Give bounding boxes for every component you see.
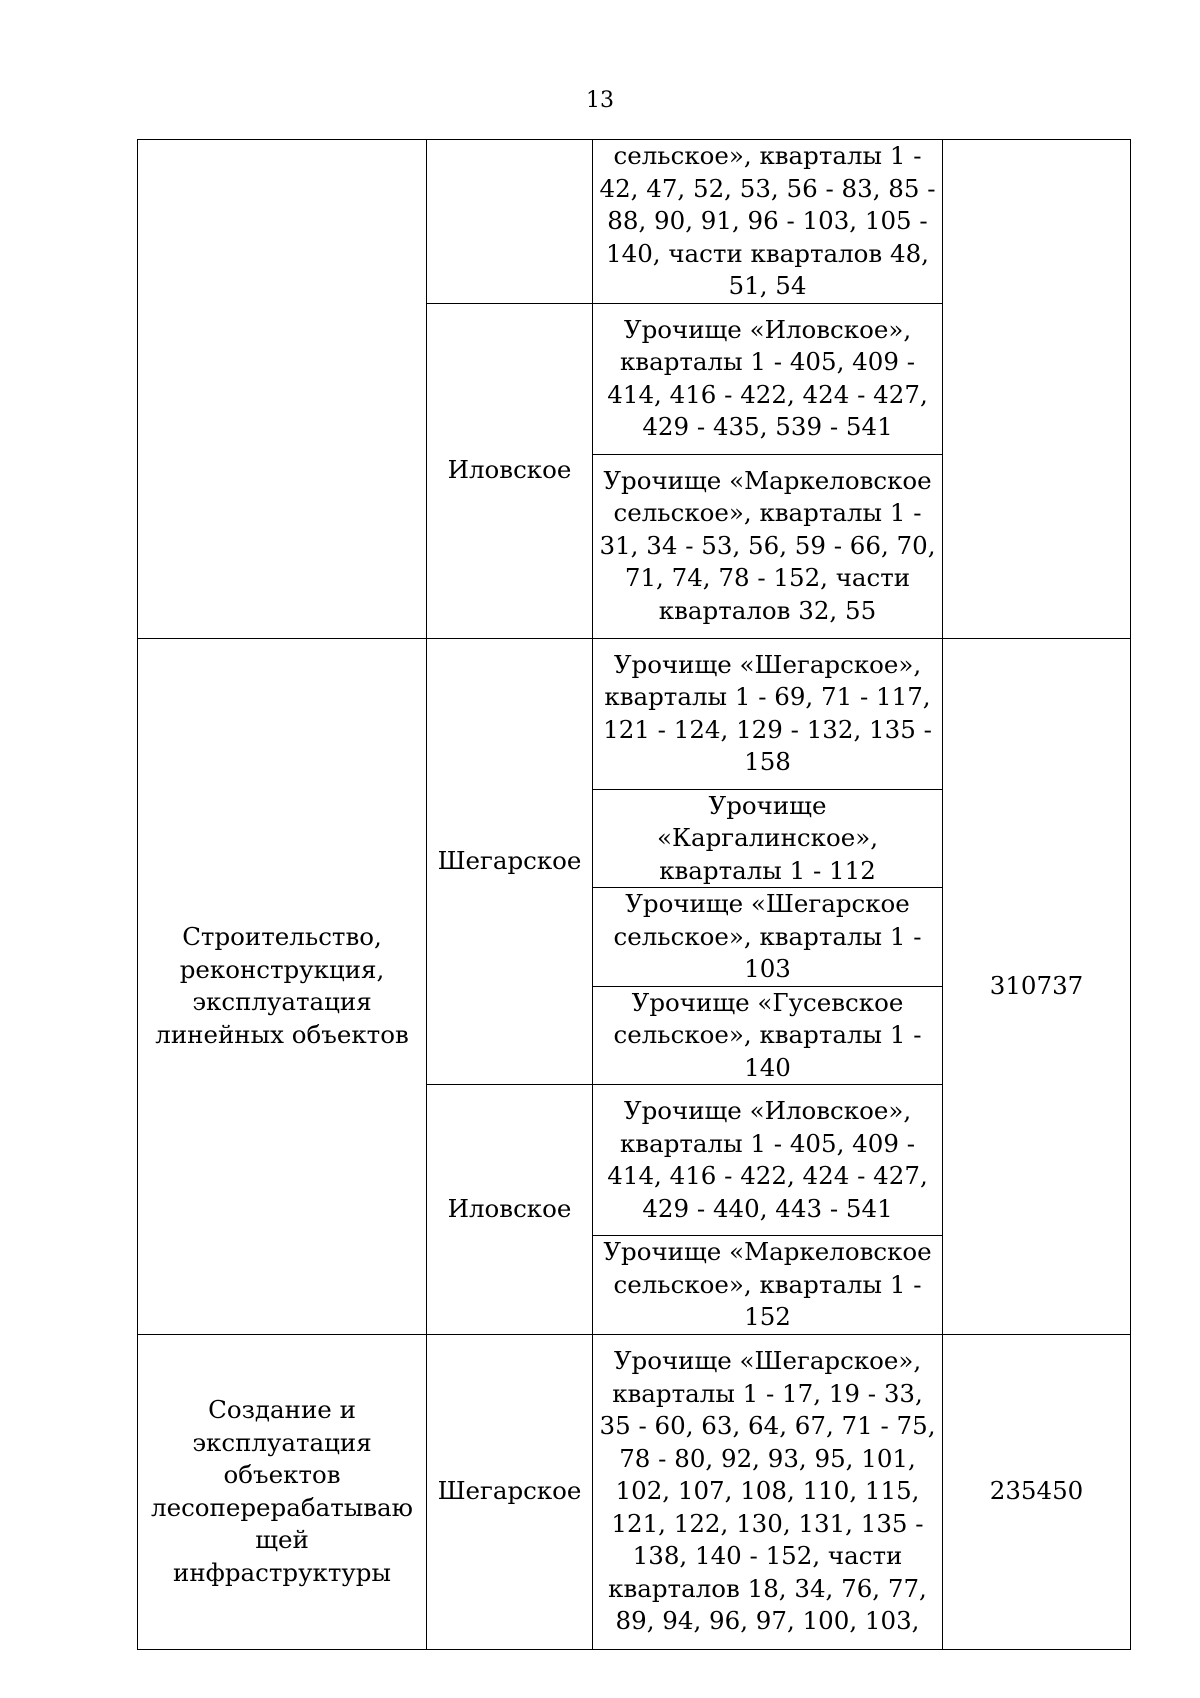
area-cell: 310737	[943, 638, 1131, 1334]
district-cell: Шегарское	[427, 1334, 593, 1649]
district-cell: Иловское	[427, 1085, 593, 1335]
forest-area-cell: Урочище «Иловское», кварталы 1 - 405, 409 - 414, 416 - 422, 424 - 427, 429 - 435, 539 - 541	[593, 303, 943, 454]
district-cell: Шегарское	[427, 638, 593, 1085]
forest-area-cell: Урочище «Шегарское», кварталы 1 - 17, 19 - 33, 35 - 60, 63, 64, 67, 71 - 75, 78 - 80, 92, 93, 95, 101, 102, 107, 108, 110, 115, 121, 122, 130, 131, 135 - 138, 140 - 152, части кварталов 18, 34, 76, 77, 89, 94, 96, 97, 100, 103,	[593, 1334, 943, 1649]
forest-area-cell: Урочище «Шегарское», кварталы 1 - 69, 71 - 117, 121 - 124, 129 - 132, 135 - 158	[593, 638, 943, 789]
page-number: 13	[586, 88, 614, 113]
forest-area-cell: Урочище «Гусевское сельское», кварталы 1 - 140	[593, 986, 943, 1085]
forest-area-cell: Урочище «Шегарское сельское», кварталы 1 - 103	[593, 888, 943, 987]
district-cell: Иловское	[427, 303, 593, 638]
area-cell: 235450	[943, 1334, 1131, 1649]
forest-area-cell: Урочище «Каргалинское», кварталы 1 - 112	[593, 789, 943, 888]
district-cell-continued	[427, 140, 593, 304]
activity-cell: Строительство, реконструкция, эксплуатация линейных объектов	[138, 638, 427, 1334]
forest-area-cell: Урочище «Маркеловское сельское», кварталы 1 - 152	[593, 1236, 943, 1335]
area-cell-continued	[943, 140, 1131, 639]
forest-area-cell: сельское», кварталы 1 - 42, 47, 52, 53, 56 - 83, 85 - 88, 90, 91, 96 - 103, 105 - 140, части кварталов 48, 51, 54	[593, 140, 943, 304]
forest-area-cell: Урочище «Маркеловское сельское», кварталы 1 - 31, 34 - 53, 56, 59 - 66, 70, 71, 74, 78 - 152, части кварталов 32, 55	[593, 454, 943, 638]
activity-cell: Создание и эксплуатация объектов лесоперерабатывающей инфраструктуры	[138, 1334, 427, 1649]
land-use-table	[137, 139, 1131, 1650]
activity-cell-continued	[138, 140, 427, 639]
forest-area-cell: Урочище «Иловское», кварталы 1 - 405, 409 - 414, 416 - 422, 424 - 427, 429 - 440, 443 - 541	[593, 1085, 943, 1236]
